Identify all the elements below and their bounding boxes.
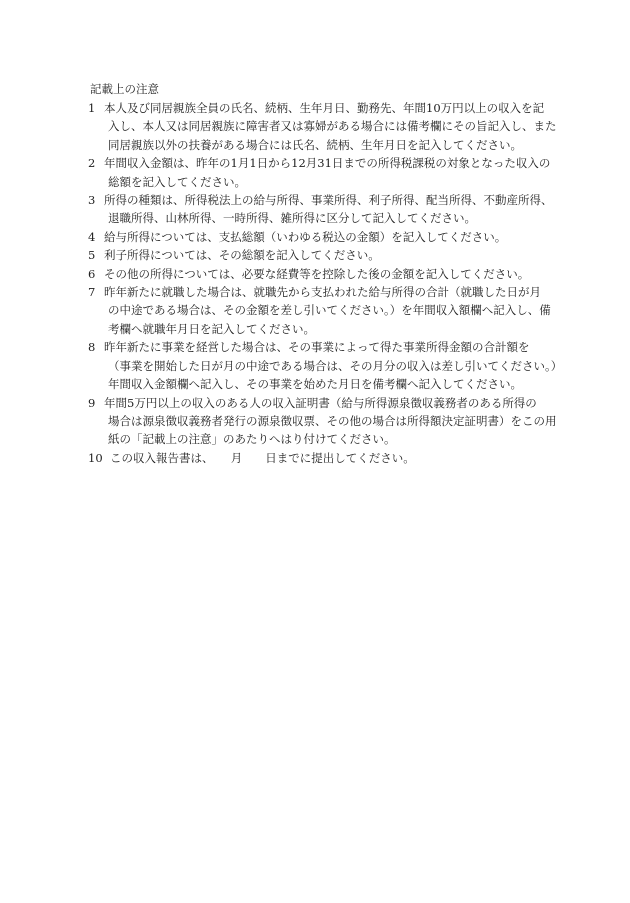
note-item — [88, 191, 558, 228]
note-item — [88, 283, 558, 338]
note-number: 9 — [88, 395, 96, 410]
note-line: 場合は源泉徴収義務者発行の源泉徴収票、その他の場合は所得額決定証明書）をこの用 — [108, 413, 557, 428]
note-line: この収入報告書は、 月 日までに提出してください。 — [110, 450, 415, 465]
note-number: 10 — [88, 450, 103, 465]
note-item — [88, 338, 563, 393]
note-line: 考欄へ就職年月日を記入してください。 — [108, 321, 315, 336]
note-text — [104, 191, 558, 228]
note-number: 7 — [88, 285, 96, 300]
note-line: 入し、本人又は同居親族に障害者又は寡婦がある場合には備考欄にその旨記入し、また — [108, 119, 557, 134]
notes-heading: 記載上の注意 — [90, 82, 159, 96]
note-line: 総額を記入してください。 — [108, 174, 246, 189]
note-number: 4 — [88, 229, 96, 244]
note-number: 6 — [88, 266, 96, 281]
note-line: 年間収入金額欄へ記入し、その事業を始めた月日を備考欄へ記入してください。 — [108, 377, 522, 392]
note-item — [88, 246, 558, 264]
note-number: 3 — [88, 193, 96, 208]
note-text — [104, 394, 558, 449]
note-line: 昨年新たに就職した場合は、就職先から支払われた給与所得の合計（就職した日が月 — [104, 285, 541, 300]
note-text — [104, 228, 558, 246]
note-number: 5 — [88, 248, 96, 263]
note-item — [88, 449, 558, 467]
note-line: の中途である場合は、その金額を差し引いてください。）を年間収入額欄へ記入し、備 — [108, 303, 551, 318]
note-item — [88, 99, 558, 154]
notes-page — [88, 80, 563, 467]
note-line: 本人及び同居親族全員の氏名、続柄、生年月日、勤務先、年間10万円以上の収入を記 — [104, 101, 545, 115]
note-line: 利子所得については、その総額を記入してください。 — [104, 248, 380, 263]
note-text — [110, 449, 558, 467]
note-item — [88, 154, 558, 191]
note-line: 年間5万円以上の収入のある人の収入証明書（給与所得源泉徴収義務者のある所得の — [104, 395, 537, 410]
note-line: （事業を開始した日が月の中途である場合は、その月分の収入は差し引いてください。） — [108, 358, 563, 373]
note-text — [104, 99, 558, 154]
note-line: 退職所得、山林所得、一時所得、雑所得に区分して記入してください。 — [108, 211, 476, 226]
note-number: 2 — [88, 156, 96, 171]
note-line: 給与所得については、支払総額（いわゆる税込の金額）を記入してください。 — [104, 229, 507, 244]
note-item — [88, 228, 558, 246]
note-number: 1 — [88, 101, 96, 115]
note-text — [104, 338, 562, 393]
note-item — [88, 265, 558, 283]
notes-list — [88, 99, 563, 467]
note-line: その他の所得については、必要な経費等を控除した後の金額を記入してください。 — [104, 266, 530, 281]
note-text — [104, 265, 558, 283]
note-line: 年間収入金額は、昨年の1月1日から12月31日までの所得税課税の対象となった収入の — [104, 156, 551, 171]
note-line: 同居親族以外の扶養がある場合には氏名、続柄、生年月日を記入してください。 — [108, 137, 522, 152]
note-line: 所得の種類は、所得税法上の給与所得、事業所得、利子所得、配当所得、不動産所得、 — [104, 193, 553, 208]
note-number: 8 — [88, 340, 96, 355]
note-text — [104, 154, 558, 191]
note-line: 昨年新たに事業を経営した場合は、その事業によって得た事業所得金額の合計額を — [104, 340, 530, 355]
note-item — [88, 394, 558, 449]
note-line: 紙の「記載上の注意」のあたりへはり付けてください。 — [108, 432, 396, 447]
note-text — [104, 246, 558, 264]
note-text — [104, 283, 558, 338]
